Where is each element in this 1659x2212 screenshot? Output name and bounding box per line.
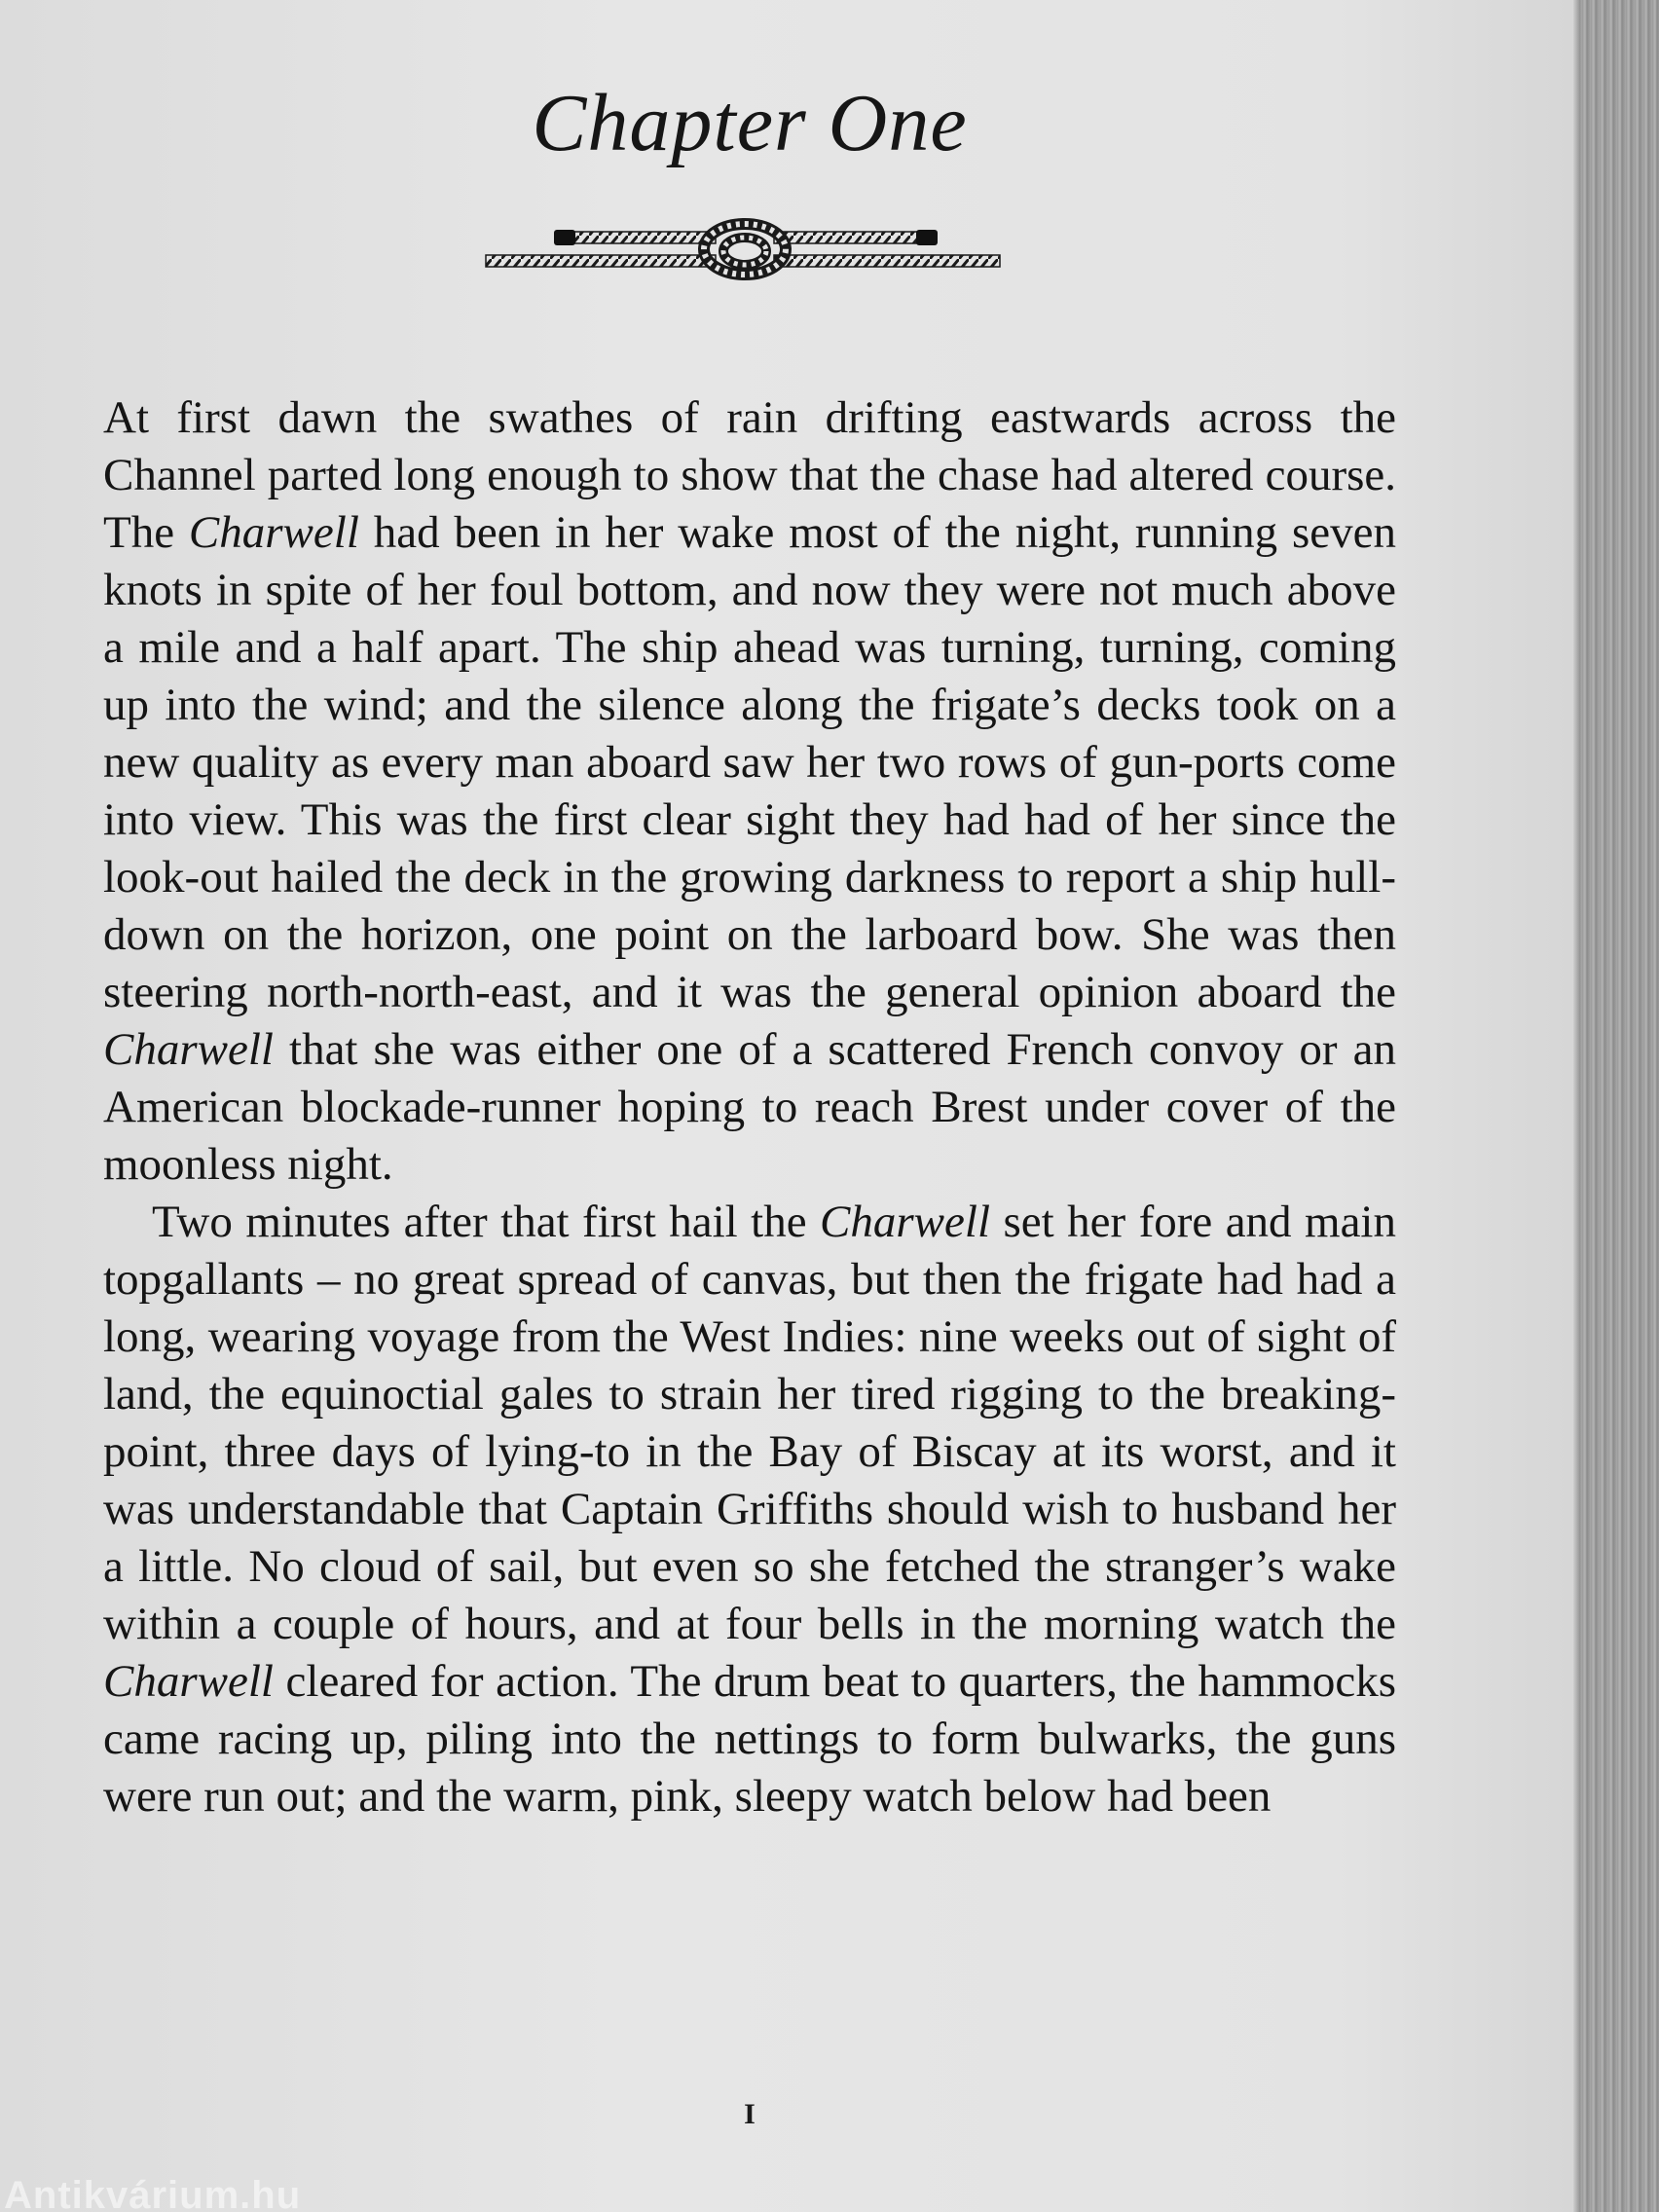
- paragraph-2: [103, 1194, 1396, 1825]
- body-text: [103, 389, 1396, 1825]
- watermark: Antikvárium.hu: [4, 2174, 302, 2212]
- text-segment: cleared for action. The drum beat to quarters, the hammocks came racing up, piling into the nettings to form bulwarks, the guns were run out; and the warm, pink, sleepy watch below had been: [103, 1656, 1396, 1822]
- chapter-title: Chapter One: [532, 78, 968, 168]
- ship-name: Charwell: [820, 1197, 990, 1247]
- paragraph-1: [103, 389, 1396, 1194]
- ship-name: Charwell: [103, 1024, 274, 1075]
- text-segment: At first dawn the swathes of rain drifting eastwards across the Channel parted long enough to show that the chase had altered course. The: [103, 392, 1396, 558]
- text-segment: set her fore and main topgallants – no great spread of canvas, but then the frigate had had a long, wearing voyage from the West Indies: nine weeks out of sight of land, the equinoctial gales to strain her tired rigging to the breaking-point, three days of lying-to in the Bay of Biscay at its worst, and it was understandable that Captain Griffiths should wish to husband her a little. No cloud of sail, but even so she fetched the stranger’s wake within a couple of hours, and at four bells in the morning watch the: [103, 1197, 1396, 1649]
- ship-name: Charwell: [103, 1656, 274, 1707]
- adjacent-page-edges: [1573, 0, 1659, 2212]
- page-number: I: [744, 2098, 756, 2130]
- text-segment: that she was either one of a scattered French convoy or an American blockade-runner hoping to reach Brest under cover of the moonless night.: [103, 1024, 1396, 1190]
- reef-knot-ornament-icon: [482, 212, 1008, 290]
- text-segment: Two minutes after that first hail the: [152, 1197, 821, 1247]
- text-segment: had been in her wake most of the night, running seven knots in spite of her foul bottom, and now they were not much above a mile and a half apart. The ship ahead was turning, turning, coming up into the wind; and the silence along the frigate’s decks took on a new quality as every man aboard saw her two rows of gun-ports come into view. This was the first clear sight they had had of her since the look-out hailed the deck in the growing darkness to report a ship hull-down on the horizon, one point on the larboard bow. She was then steering north-north-east, and it was the general opinion aboard the: [103, 507, 1396, 1017]
- ship-name: Charwell: [188, 507, 359, 558]
